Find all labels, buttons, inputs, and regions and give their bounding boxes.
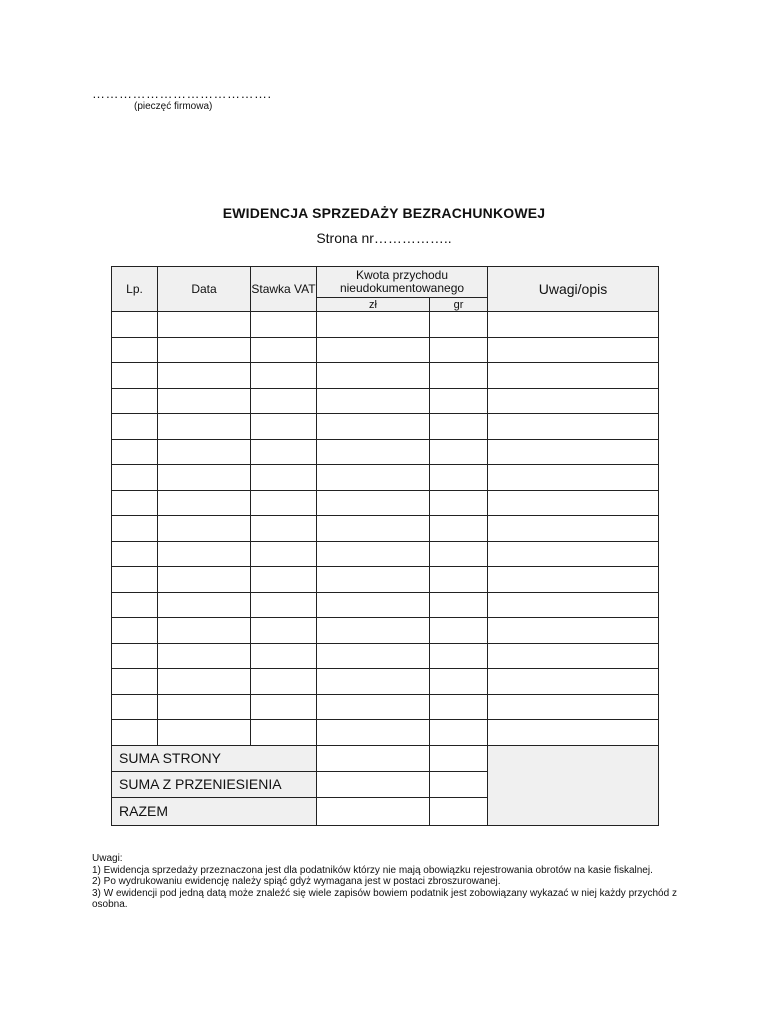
cell-lp[interactable] <box>112 490 158 516</box>
cell-uwagi[interactable] <box>488 465 659 491</box>
cell-uwagi[interactable] <box>488 643 659 669</box>
cell-uwagi[interactable] <box>488 720 659 746</box>
cell-gr[interactable] <box>430 541 488 567</box>
cell-gr[interactable] <box>430 592 488 618</box>
table-row <box>112 592 659 618</box>
table-row <box>112 669 659 695</box>
table-row <box>112 388 659 414</box>
note-item-1: 1) Ewidencja sprzedaży przeznaczona jest dla podatników którzy nie mają obowiązku rejestrowania obrotów na kasie fiskalnej. <box>92 864 653 876</box>
cell-uwagi[interactable] <box>488 414 659 440</box>
cell-lp[interactable] <box>112 337 158 363</box>
cell-uwagi[interactable] <box>488 567 659 593</box>
cell-lp[interactable] <box>112 618 158 644</box>
cell-stawka[interactable] <box>251 490 317 516</box>
table-row <box>112 465 659 491</box>
cell-data[interactable] <box>158 312 251 338</box>
document-title: EWIDENCJA SPRZEDAŻY BEZRACHUNKOWEJ <box>222 205 546 221</box>
cell-data[interactable] <box>158 465 251 491</box>
cell-stawka[interactable] <box>251 388 317 414</box>
sum-shaded-area <box>488 745 659 825</box>
cell-stawka[interactable] <box>251 312 317 338</box>
cell-uwagi[interactable] <box>488 516 659 542</box>
suma-z-przeniesienia-label: SUMA Z PRZENIESIENIA <box>112 771 317 797</box>
cell-uwagi[interactable] <box>488 312 659 338</box>
cell-lp[interactable] <box>112 388 158 414</box>
table-row <box>112 694 659 720</box>
notes-heading: Uwagi: <box>92 853 123 864</box>
table-row <box>112 337 659 363</box>
cell-stawka[interactable] <box>251 694 317 720</box>
cell-lp[interactable] <box>112 516 158 542</box>
cell-uwagi[interactable] <box>488 694 659 720</box>
cell-stawka[interactable] <box>251 618 317 644</box>
cell-gr[interactable] <box>430 720 488 746</box>
cell-stawka[interactable] <box>251 516 317 542</box>
cell-uwagi[interactable] <box>488 592 659 618</box>
cell-gr[interactable] <box>430 363 488 389</box>
cell-data[interactable] <box>158 414 251 440</box>
cell-zl[interactable] <box>317 363 430 389</box>
cell-uwagi[interactable] <box>488 541 659 567</box>
cell-gr[interactable] <box>430 669 488 695</box>
cell-zl[interactable] <box>317 618 430 644</box>
table-row <box>112 720 659 746</box>
cell-zl[interactable] <box>317 592 430 618</box>
cell-gr[interactable] <box>430 694 488 720</box>
cell-data[interactable] <box>158 720 251 746</box>
table-row <box>112 567 659 593</box>
cell-uwagi[interactable] <box>488 669 659 695</box>
cell-stawka[interactable] <box>251 414 317 440</box>
header-gr: gr <box>430 298 488 312</box>
cell-lp[interactable] <box>112 643 158 669</box>
cell-stawka[interactable] <box>251 465 317 491</box>
cell-uwagi[interactable] <box>488 337 659 363</box>
sales-register-table <box>111 266 659 826</box>
razem-label: RAZEM <box>112 797 317 825</box>
cell-data[interactable] <box>158 618 251 644</box>
cell-zl[interactable] <box>317 312 430 338</box>
cell-lp[interactable] <box>112 363 158 389</box>
cell-data[interactable] <box>158 694 251 720</box>
cell-uwagi[interactable] <box>488 388 659 414</box>
cell-lp[interactable] <box>112 567 158 593</box>
cell-stawka[interactable] <box>251 567 317 593</box>
cell-gr[interactable] <box>430 439 488 465</box>
cell-data[interactable] <box>158 439 251 465</box>
cell-data[interactable] <box>158 337 251 363</box>
razem-gr[interactable] <box>430 797 488 825</box>
cell-data[interactable] <box>158 541 251 567</box>
cell-data[interactable] <box>158 669 251 695</box>
cell-data[interactable] <box>158 490 251 516</box>
cell-lp[interactable] <box>112 439 158 465</box>
cell-gr[interactable] <box>430 337 488 363</box>
cell-lp[interactable] <box>112 541 158 567</box>
cell-lp[interactable] <box>112 720 158 746</box>
cell-zl[interactable] <box>317 516 430 542</box>
suma-strony-zl[interactable] <box>317 745 430 771</box>
cell-uwagi[interactable] <box>488 618 659 644</box>
cell-zl[interactable] <box>317 720 430 746</box>
cell-data[interactable] <box>158 592 251 618</box>
cell-uwagi[interactable] <box>488 439 659 465</box>
stamp-placeholder: …………………………………. <box>92 86 272 101</box>
notes-section <box>92 853 677 911</box>
cell-gr[interactable] <box>430 643 488 669</box>
table-row <box>112 414 659 440</box>
cell-zl[interactable] <box>317 414 430 440</box>
cell-stawka[interactable] <box>251 720 317 746</box>
cell-lp[interactable] <box>112 669 158 695</box>
cell-zl[interactable] <box>317 490 430 516</box>
cell-data[interactable] <box>158 516 251 542</box>
cell-stawka[interactable] <box>251 669 317 695</box>
table-row <box>112 490 659 516</box>
cell-stawka[interactable] <box>251 643 317 669</box>
cell-data[interactable] <box>158 363 251 389</box>
suma-strony-row <box>112 745 659 771</box>
cell-zl[interactable] <box>317 465 430 491</box>
table-row <box>112 516 659 542</box>
header-data: Data <box>158 267 251 312</box>
note-item-2: 2) Po wydrukowaniu ewidencję należy spiąć gdyż wymagana jest w postaci zbroszurowanej. <box>92 876 501 887</box>
cell-zl[interactable] <box>317 337 430 363</box>
header-uwagi: Uwagi/opis <box>488 267 659 312</box>
cell-lp[interactable] <box>112 414 158 440</box>
cell-zl[interactable] <box>317 567 430 593</box>
suma-strony-gr[interactable] <box>430 745 488 771</box>
cell-gr[interactable] <box>430 516 488 542</box>
cell-gr[interactable] <box>430 490 488 516</box>
table-row <box>112 618 659 644</box>
cell-lp[interactable] <box>112 694 158 720</box>
page-number-label: Strona nr…………….. <box>316 230 452 246</box>
cell-gr[interactable] <box>430 567 488 593</box>
cell-gr[interactable] <box>430 312 488 338</box>
suma-z-przeniesienia-gr[interactable] <box>430 771 488 797</box>
cell-gr[interactable] <box>430 618 488 644</box>
cell-lp[interactable] <box>112 465 158 491</box>
cell-stawka[interactable] <box>251 592 317 618</box>
cell-uwagi[interactable] <box>488 490 659 516</box>
cell-stawka[interactable] <box>251 337 317 363</box>
cell-gr[interactable] <box>430 414 488 440</box>
cell-data[interactable] <box>158 643 251 669</box>
header-lp: Lp. <box>112 267 158 312</box>
cell-data[interactable] <box>158 567 251 593</box>
cell-data[interactable] <box>158 388 251 414</box>
table-body <box>112 312 659 826</box>
cell-zl[interactable] <box>317 669 430 695</box>
stamp-label: (pieczęć firmowa) <box>134 101 213 112</box>
cell-gr[interactable] <box>430 388 488 414</box>
suma-strony-label: SUMA STRONY <box>112 745 317 771</box>
cell-zl[interactable] <box>317 643 430 669</box>
table-row <box>112 541 659 567</box>
cell-stawka[interactable] <box>251 363 317 389</box>
table-row <box>112 439 659 465</box>
table-row <box>112 643 659 669</box>
header-zl: zł <box>317 298 430 312</box>
cell-gr[interactable] <box>430 465 488 491</box>
table-row <box>112 363 659 389</box>
cell-zl[interactable] <box>317 439 430 465</box>
cell-zl[interactable] <box>317 388 430 414</box>
suma-z-przeniesienia-zl[interactable] <box>317 771 430 797</box>
cell-zl[interactable] <box>317 541 430 567</box>
header-kwota: Kwota przychodu nieudokumentowanego <box>317 267 488 298</box>
cell-zl[interactable] <box>317 694 430 720</box>
cell-stawka[interactable] <box>251 439 317 465</box>
cell-uwagi[interactable] <box>488 363 659 389</box>
cell-lp[interactable] <box>112 312 158 338</box>
header-stawka-vat: Stawka VAT <box>251 267 317 312</box>
razem-zl[interactable] <box>317 797 430 825</box>
cell-lp[interactable] <box>112 592 158 618</box>
cell-stawka[interactable] <box>251 541 317 567</box>
note-item-3: 3) W ewidencji pod jedną datą może znaleźć się wiele zapisów bowiem podatnik jest zobowiązany wykazać w niej każdy przychód z osobna. <box>92 887 677 910</box>
table-row <box>112 312 659 338</box>
